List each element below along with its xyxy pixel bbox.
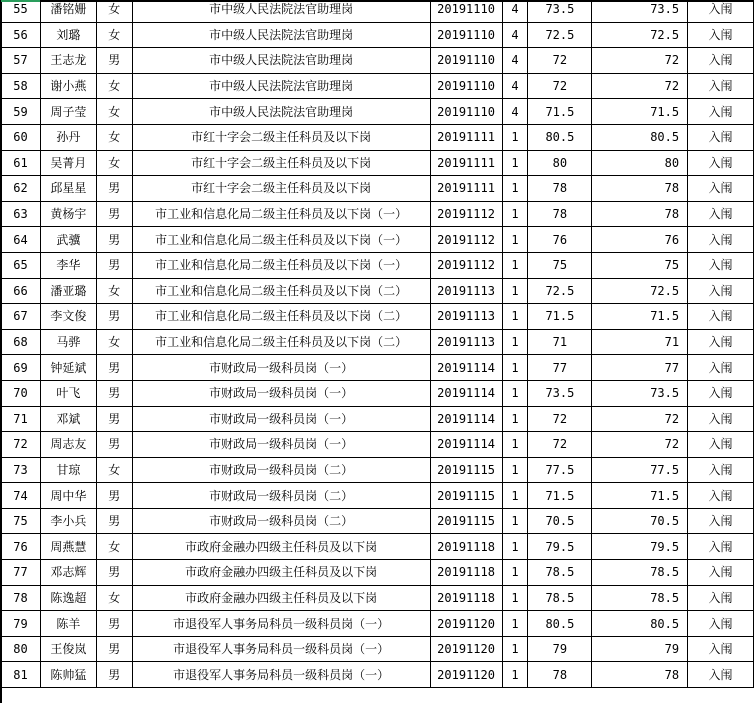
cell-plan[interactable]: 4 <box>502 0 528 22</box>
cell-seq[interactable]: 70 <box>1 380 41 406</box>
cell-written[interactable]: 78.5 <box>528 585 592 611</box>
cell-status[interactable]: 入闱 <box>688 278 754 304</box>
cell-name[interactable]: 邱星星 <box>40 176 96 202</box>
cell-name[interactable]: 李文俊 <box>40 304 96 330</box>
cell-status[interactable]: 入闱 <box>688 0 754 22</box>
table-row <box>1 534 754 560</box>
cell-position[interactable]: 市红十字会二级主任科员及以下岗 <box>132 176 430 202</box>
cell-position[interactable]: 市红十字会二级主任科员及以下岗 <box>132 124 430 150</box>
cell-seq[interactable]: 57 <box>1 48 41 74</box>
cell-plan[interactable]: 1 <box>502 585 528 611</box>
cell-seq[interactable]: 63 <box>1 201 41 227</box>
cell-position[interactable]: 市退役军人事务局科员一级科员岗（一） <box>132 636 430 662</box>
cell-gender[interactable]: 男 <box>96 483 132 509</box>
cell-code[interactable]: 20191115 <box>430 508 502 534</box>
cell-written[interactable]: 75 <box>528 252 592 278</box>
cell-gender[interactable]: 女 <box>96 22 132 48</box>
cell-name[interactable]: 王志龙 <box>40 48 96 74</box>
cell-written[interactable]: 80.5 <box>528 611 592 637</box>
cell-name[interactable]: 陈帅猛 <box>40 662 96 688</box>
cell-code[interactable]: 20191112 <box>430 252 502 278</box>
cell-gender[interactable]: 女 <box>96 278 132 304</box>
cell-gender[interactable]: 男 <box>96 48 132 74</box>
table-row <box>1 22 754 48</box>
cell-gender[interactable]: 男 <box>96 355 132 381</box>
cell-written[interactable]: 77.5 <box>528 457 592 483</box>
cell-status[interactable]: 入闱 <box>688 48 754 74</box>
cell-plan[interactable]: 1 <box>502 355 528 381</box>
cell-code[interactable]: 20191118 <box>430 534 502 560</box>
cell-plan[interactable]: 1 <box>502 227 528 253</box>
cell-status[interactable]: 入闱 <box>688 73 754 99</box>
cell-status[interactable]: 入闱 <box>688 560 754 586</box>
cell-code[interactable]: 20191114 <box>430 380 502 406</box>
cell-plan[interactable]: 1 <box>502 176 528 202</box>
cell-status[interactable]: 入闱 <box>688 585 754 611</box>
cell-status[interactable]: 入闱 <box>688 355 754 381</box>
cell-plan[interactable]: 1 <box>502 329 528 355</box>
cell-code[interactable]: 20191111 <box>430 124 502 150</box>
table-row <box>1 355 754 381</box>
cell-name[interactable]: 陈逸超 <box>40 585 96 611</box>
cell-position[interactable]: 市中级人民法院法官助理岗 <box>132 22 430 48</box>
cell-total[interactable]: 73.5 <box>592 0 688 22</box>
cell-name[interactable]: 武骥 <box>40 227 96 253</box>
cell-position[interactable]: 市中级人民法院法官助理岗 <box>132 0 430 22</box>
cell-gender[interactable]: 男 <box>96 252 132 278</box>
cell-code[interactable]: 20191111 <box>430 176 502 202</box>
cell-code[interactable]: 20191112 <box>430 227 502 253</box>
cell-name[interactable]: 吴菁月 <box>40 150 96 176</box>
cell-plan[interactable]: 1 <box>502 201 528 227</box>
cell-code[interactable]: 20191118 <box>430 560 502 586</box>
table-row <box>1 483 754 509</box>
cell-status[interactable]: 入闱 <box>688 380 754 406</box>
cell-written[interactable]: 72 <box>528 432 592 458</box>
cell-gender[interactable]: 男 <box>96 560 132 586</box>
cell-position[interactable]: 市中级人民法院法官助理岗 <box>132 48 430 74</box>
cell-seq[interactable]: 55 <box>1 0 41 22</box>
cell-position[interactable]: 市财政局一级科员岗（一） <box>132 406 430 432</box>
cell-code[interactable]: 20191120 <box>430 662 502 688</box>
cell-gender[interactable]: 男 <box>96 380 132 406</box>
cell-total[interactable]: 72.5 <box>592 278 688 304</box>
cell-written[interactable]: 78 <box>528 176 592 202</box>
cell-written[interactable]: 71.5 <box>528 99 592 125</box>
cell-total[interactable]: 76 <box>592 227 688 253</box>
cell-written[interactable]: 73.5 <box>528 0 592 22</box>
cell-name[interactable]: 李小兵 <box>40 508 96 534</box>
cell-total[interactable]: 72 <box>592 406 688 432</box>
table-row <box>1 73 754 99</box>
cell-status[interactable]: 入闱 <box>688 662 754 688</box>
cell-code[interactable]: 20191110 <box>430 0 502 22</box>
cell-total[interactable]: 75 <box>592 252 688 278</box>
cell-status[interactable]: 入闱 <box>688 611 754 637</box>
cell-status[interactable]: 入闱 <box>688 252 754 278</box>
cell-seq[interactable]: 72 <box>1 432 41 458</box>
cell-plan[interactable]: 1 <box>502 560 528 586</box>
cell-plan[interactable]: 1 <box>502 508 528 534</box>
cell-gender[interactable]: 女 <box>96 124 132 150</box>
cell-position[interactable]: 市中级人民法院法官助理岗 <box>132 73 430 99</box>
cell-written[interactable]: 72.5 <box>528 278 592 304</box>
cell-written[interactable]: 77 <box>528 355 592 381</box>
cell-code[interactable]: 20191115 <box>430 457 502 483</box>
cell-code[interactable]: 20191120 <box>430 611 502 637</box>
cell-position[interactable]: 市财政局一级科员岗（二） <box>132 508 430 534</box>
cell-code[interactable]: 20191110 <box>430 73 502 99</box>
cell-plan[interactable]: 1 <box>502 304 528 330</box>
table-row <box>1 406 754 432</box>
cell-gender[interactable]: 男 <box>96 201 132 227</box>
table-row <box>1 380 754 406</box>
cell-seq[interactable]: 80 <box>1 636 41 662</box>
table-row <box>1 176 754 202</box>
cell-plan[interactable]: 1 <box>502 483 528 509</box>
cell-gender[interactable]: 女 <box>96 150 132 176</box>
cell-name[interactable]: 邓斌 <box>40 406 96 432</box>
cell-total[interactable]: 80.5 <box>592 124 688 150</box>
cell-total[interactable]: 78 <box>592 662 688 688</box>
table-row <box>1 201 754 227</box>
cell-written[interactable]: 71.5 <box>528 483 592 509</box>
cell-name[interactable]: 邓志辉 <box>40 560 96 586</box>
cell-gender[interactable]: 女 <box>96 0 132 22</box>
cell-written[interactable]: 76 <box>528 227 592 253</box>
cell-position[interactable]: 市工业和信息化局二级主任科员及以下岗（二） <box>132 304 430 330</box>
cell-total[interactable]: 77.5 <box>592 457 688 483</box>
cell-position[interactable]: 市政府金融办四级主任科员及以下岗 <box>132 585 430 611</box>
cell-seq[interactable]: 60 <box>1 124 41 150</box>
cell-name[interactable]: 王俊岚 <box>40 636 96 662</box>
cell-position[interactable]: 市工业和信息化局二级主任科员及以下岗（一） <box>132 201 430 227</box>
cell-gender[interactable]: 男 <box>96 662 132 688</box>
cell-position[interactable]: 市财政局一级科员岗（一） <box>132 432 430 458</box>
cell-name[interactable]: 周燕慧 <box>40 534 96 560</box>
table-row <box>1 457 754 483</box>
cell-code[interactable]: 20191118 <box>430 585 502 611</box>
cell-total[interactable]: 72 <box>592 432 688 458</box>
cell-status[interactable]: 入闱 <box>688 124 754 150</box>
cell-status[interactable]: 入闱 <box>688 636 754 662</box>
cell-seq[interactable]: 71 <box>1 406 41 432</box>
cell-total[interactable]: 78.5 <box>592 560 688 586</box>
cell-written[interactable]: 72 <box>528 48 592 74</box>
cell-written[interactable]: 80.5 <box>528 124 592 150</box>
table-row <box>1 278 754 304</box>
cell-name[interactable]: 周中华 <box>40 483 96 509</box>
cell-name[interactable]: 钟延斌 <box>40 355 96 381</box>
cell-position[interactable]: 市工业和信息化局二级主任科员及以下岗（二） <box>132 329 430 355</box>
table-row <box>1 611 754 637</box>
cell-plan[interactable]: 4 <box>502 48 528 74</box>
cell-name[interactable]: 李华 <box>40 252 96 278</box>
table-row <box>1 0 754 22</box>
cell-status[interactable]: 入闱 <box>688 99 754 125</box>
cell-total[interactable]: 71.5 <box>592 483 688 509</box>
cell-seq[interactable]: 76 <box>1 534 41 560</box>
cell-seq[interactable]: 81 <box>1 662 41 688</box>
cell-gender[interactable]: 女 <box>96 585 132 611</box>
cell-position[interactable]: 市工业和信息化局二级主任科员及以下岗（二） <box>132 278 430 304</box>
cell-total[interactable]: 71 <box>592 329 688 355</box>
cell-seq[interactable]: 73 <box>1 457 41 483</box>
cell-position[interactable]: 市红十字会二级主任科员及以下岗 <box>132 150 430 176</box>
cell-written[interactable]: 80 <box>528 150 592 176</box>
cell-seq[interactable]: 79 <box>1 611 41 637</box>
cell-gender[interactable]: 男 <box>96 611 132 637</box>
cell-position[interactable]: 市中级人民法院法官助理岗 <box>132 99 430 125</box>
table-row <box>1 124 754 150</box>
cell-name[interactable]: 周子莹 <box>40 99 96 125</box>
cell-total[interactable]: 79.5 <box>592 534 688 560</box>
cell-written[interactable]: 73.5 <box>528 380 592 406</box>
cell-written[interactable]: 79 <box>528 636 592 662</box>
cell-seq[interactable]: 59 <box>1 99 41 125</box>
cell-code[interactable]: 20191114 <box>430 355 502 381</box>
cell-status[interactable]: 入闱 <box>688 227 754 253</box>
cell-written[interactable]: 72 <box>528 406 592 432</box>
cell-position[interactable]: 市财政局一级科员岗（一） <box>132 380 430 406</box>
cell-name[interactable]: 叶飞 <box>40 380 96 406</box>
cell-position[interactable]: 市工业和信息化局二级主任科员及以下岗（一） <box>132 252 430 278</box>
cell-seq[interactable]: 67 <box>1 304 41 330</box>
cell-name[interactable]: 潘铭姗 <box>40 0 96 22</box>
table-row <box>1 252 754 278</box>
cell-total[interactable]: 73.5 <box>592 380 688 406</box>
cell-code[interactable]: 20191111 <box>430 150 502 176</box>
cell-code[interactable]: 20191120 <box>430 636 502 662</box>
cell-name[interactable]: 刘璐 <box>40 22 96 48</box>
cell-status[interactable]: 入闱 <box>688 329 754 355</box>
cell-plan[interactable]: 1 <box>502 380 528 406</box>
cell-total[interactable]: 71.5 <box>592 304 688 330</box>
cell-written[interactable]: 71.5 <box>528 304 592 330</box>
cell-name[interactable]: 黄杨宇 <box>40 201 96 227</box>
cell-gender[interactable]: 女 <box>96 73 132 99</box>
cell-position[interactable]: 市财政局一级科员岗（二） <box>132 483 430 509</box>
cell-written[interactable]: 71 <box>528 329 592 355</box>
cell-position[interactable]: 市工业和信息化局二级主任科员及以下岗（一） <box>132 227 430 253</box>
cell-position[interactable]: 市退役军人事务局科员一级科员岗（一） <box>132 662 430 688</box>
table-row <box>1 150 754 176</box>
cell-written[interactable]: 78.5 <box>528 560 592 586</box>
table-row <box>1 99 754 125</box>
cell-status[interactable]: 入闱 <box>688 534 754 560</box>
cell-status[interactable]: 入闱 <box>688 22 754 48</box>
cell-seq[interactable]: 68 <box>1 329 41 355</box>
cell-seq[interactable]: 66 <box>1 278 41 304</box>
cell-plan[interactable]: 1 <box>502 662 528 688</box>
cell-seq[interactable]: 56 <box>1 22 41 48</box>
cell-gender[interactable]: 男 <box>96 227 132 253</box>
cell-name[interactable]: 孙丹 <box>40 124 96 150</box>
cell-written[interactable]: 72 <box>528 73 592 99</box>
cell-code[interactable]: 20191113 <box>430 304 502 330</box>
cell-status[interactable]: 入闱 <box>688 483 754 509</box>
table-row <box>1 508 754 534</box>
cell-total[interactable]: 78 <box>592 176 688 202</box>
cell-seq[interactable]: 58 <box>1 73 41 99</box>
cell-name[interactable]: 陈羊 <box>40 611 96 637</box>
table-row <box>1 329 754 355</box>
cell-total[interactable]: 77 <box>592 355 688 381</box>
cell-seq[interactable]: 77 <box>1 560 41 586</box>
cell-seq[interactable]: 74 <box>1 483 41 509</box>
cell-gender[interactable]: 女 <box>96 457 132 483</box>
cell-status[interactable]: 入闱 <box>688 150 754 176</box>
table-body <box>1 0 754 688</box>
cell-seq[interactable]: 62 <box>1 176 41 202</box>
table-row <box>1 48 754 74</box>
cell-plan[interactable]: 4 <box>502 73 528 99</box>
cell-seq[interactable]: 69 <box>1 355 41 381</box>
cell-total[interactable]: 72 <box>592 73 688 99</box>
cell-gender[interactable]: 男 <box>96 304 132 330</box>
cell-plan[interactable]: 1 <box>502 252 528 278</box>
cell-gender[interactable]: 男 <box>96 508 132 534</box>
cell-gender[interactable]: 女 <box>96 99 132 125</box>
cell-code[interactable]: 20191113 <box>430 329 502 355</box>
cell-status[interactable]: 入闱 <box>688 508 754 534</box>
cell-total[interactable]: 78.5 <box>592 585 688 611</box>
cell-status[interactable]: 入闱 <box>688 176 754 202</box>
cell-seq[interactable]: 65 <box>1 252 41 278</box>
cell-total[interactable]: 80.5 <box>592 611 688 637</box>
cell-plan[interactable]: 1 <box>502 432 528 458</box>
cell-gender[interactable]: 男 <box>96 636 132 662</box>
cell-position[interactable]: 市财政局一级科员岗（二） <box>132 457 430 483</box>
cell-total[interactable]: 70.5 <box>592 508 688 534</box>
cell-plan[interactable]: 1 <box>502 278 528 304</box>
cell-total[interactable]: 72 <box>592 48 688 74</box>
cell-gender[interactable]: 女 <box>96 329 132 355</box>
cell-code[interactable]: 20191110 <box>430 99 502 125</box>
cell-position[interactable]: 市政府金融办四级主任科员及以下岗 <box>132 534 430 560</box>
table-row <box>1 636 754 662</box>
table-row <box>1 662 754 688</box>
cell-written[interactable]: 78 <box>528 201 592 227</box>
cell-position[interactable]: 市退役军人事务局科员一级科员岗（一） <box>132 611 430 637</box>
cell-name[interactable]: 潘亚璐 <box>40 278 96 304</box>
cell-position[interactable]: 市财政局一级科员岗（一） <box>132 355 430 381</box>
cell-written[interactable]: 79.5 <box>528 534 592 560</box>
cell-plan[interactable]: 1 <box>502 406 528 432</box>
cell-seq[interactable]: 64 <box>1 227 41 253</box>
cell-gender[interactable]: 男 <box>96 176 132 202</box>
cell-code[interactable]: 20191113 <box>430 278 502 304</box>
cell-name[interactable]: 周志友 <box>40 432 96 458</box>
cell-gender[interactable]: 女 <box>96 534 132 560</box>
cell-code[interactable]: 20191114 <box>430 432 502 458</box>
cell-plan[interactable]: 1 <box>502 457 528 483</box>
cell-plan[interactable]: 4 <box>502 22 528 48</box>
cell-written[interactable]: 70.5 <box>528 508 592 534</box>
cell-plan[interactable]: 1 <box>502 534 528 560</box>
cell-total[interactable]: 71.5 <box>592 99 688 125</box>
table-row <box>1 304 754 330</box>
table-row <box>1 585 754 611</box>
cell-written[interactable]: 72.5 <box>528 22 592 48</box>
cell-position[interactable]: 市政府金融办四级主任科员及以下岗 <box>132 560 430 586</box>
cell-status[interactable]: 入闱 <box>688 304 754 330</box>
cell-total[interactable]: 72.5 <box>592 22 688 48</box>
cell-plan[interactable]: 1 <box>502 636 528 662</box>
cell-plan[interactable]: 4 <box>502 99 528 125</box>
cell-status[interactable]: 入闱 <box>688 406 754 432</box>
cell-status[interactable]: 入闱 <box>688 457 754 483</box>
cell-name[interactable]: 甘琼 <box>40 457 96 483</box>
cell-status[interactable]: 入闱 <box>688 432 754 458</box>
cell-gender[interactable]: 男 <box>96 432 132 458</box>
cell-name[interactable]: 马骅 <box>40 329 96 355</box>
cell-code[interactable]: 20191115 <box>430 483 502 509</box>
cell-code[interactable]: 20191112 <box>430 201 502 227</box>
cell-code[interactable]: 20191110 <box>430 48 502 74</box>
table-row <box>1 432 754 458</box>
cell-plan[interactable]: 1 <box>502 150 528 176</box>
cell-total[interactable]: 79 <box>592 636 688 662</box>
cell-total[interactable]: 80 <box>592 150 688 176</box>
cell-seq[interactable]: 78 <box>1 585 41 611</box>
cell-gender[interactable]: 男 <box>96 406 132 432</box>
cell-total[interactable]: 78 <box>592 201 688 227</box>
cell-plan[interactable]: 1 <box>502 124 528 150</box>
table-row <box>1 560 754 586</box>
cell-plan[interactable]: 1 <box>502 611 528 637</box>
table-row <box>1 227 754 253</box>
cell-seq[interactable]: 75 <box>1 508 41 534</box>
cell-written[interactable]: 78 <box>528 662 592 688</box>
cell-seq[interactable]: 61 <box>1 150 41 176</box>
cell-code[interactable]: 20191114 <box>430 406 502 432</box>
cell-name[interactable]: 谢小燕 <box>40 73 96 99</box>
cell-status[interactable]: 入闱 <box>688 201 754 227</box>
cell-code[interactable]: 20191110 <box>430 22 502 48</box>
